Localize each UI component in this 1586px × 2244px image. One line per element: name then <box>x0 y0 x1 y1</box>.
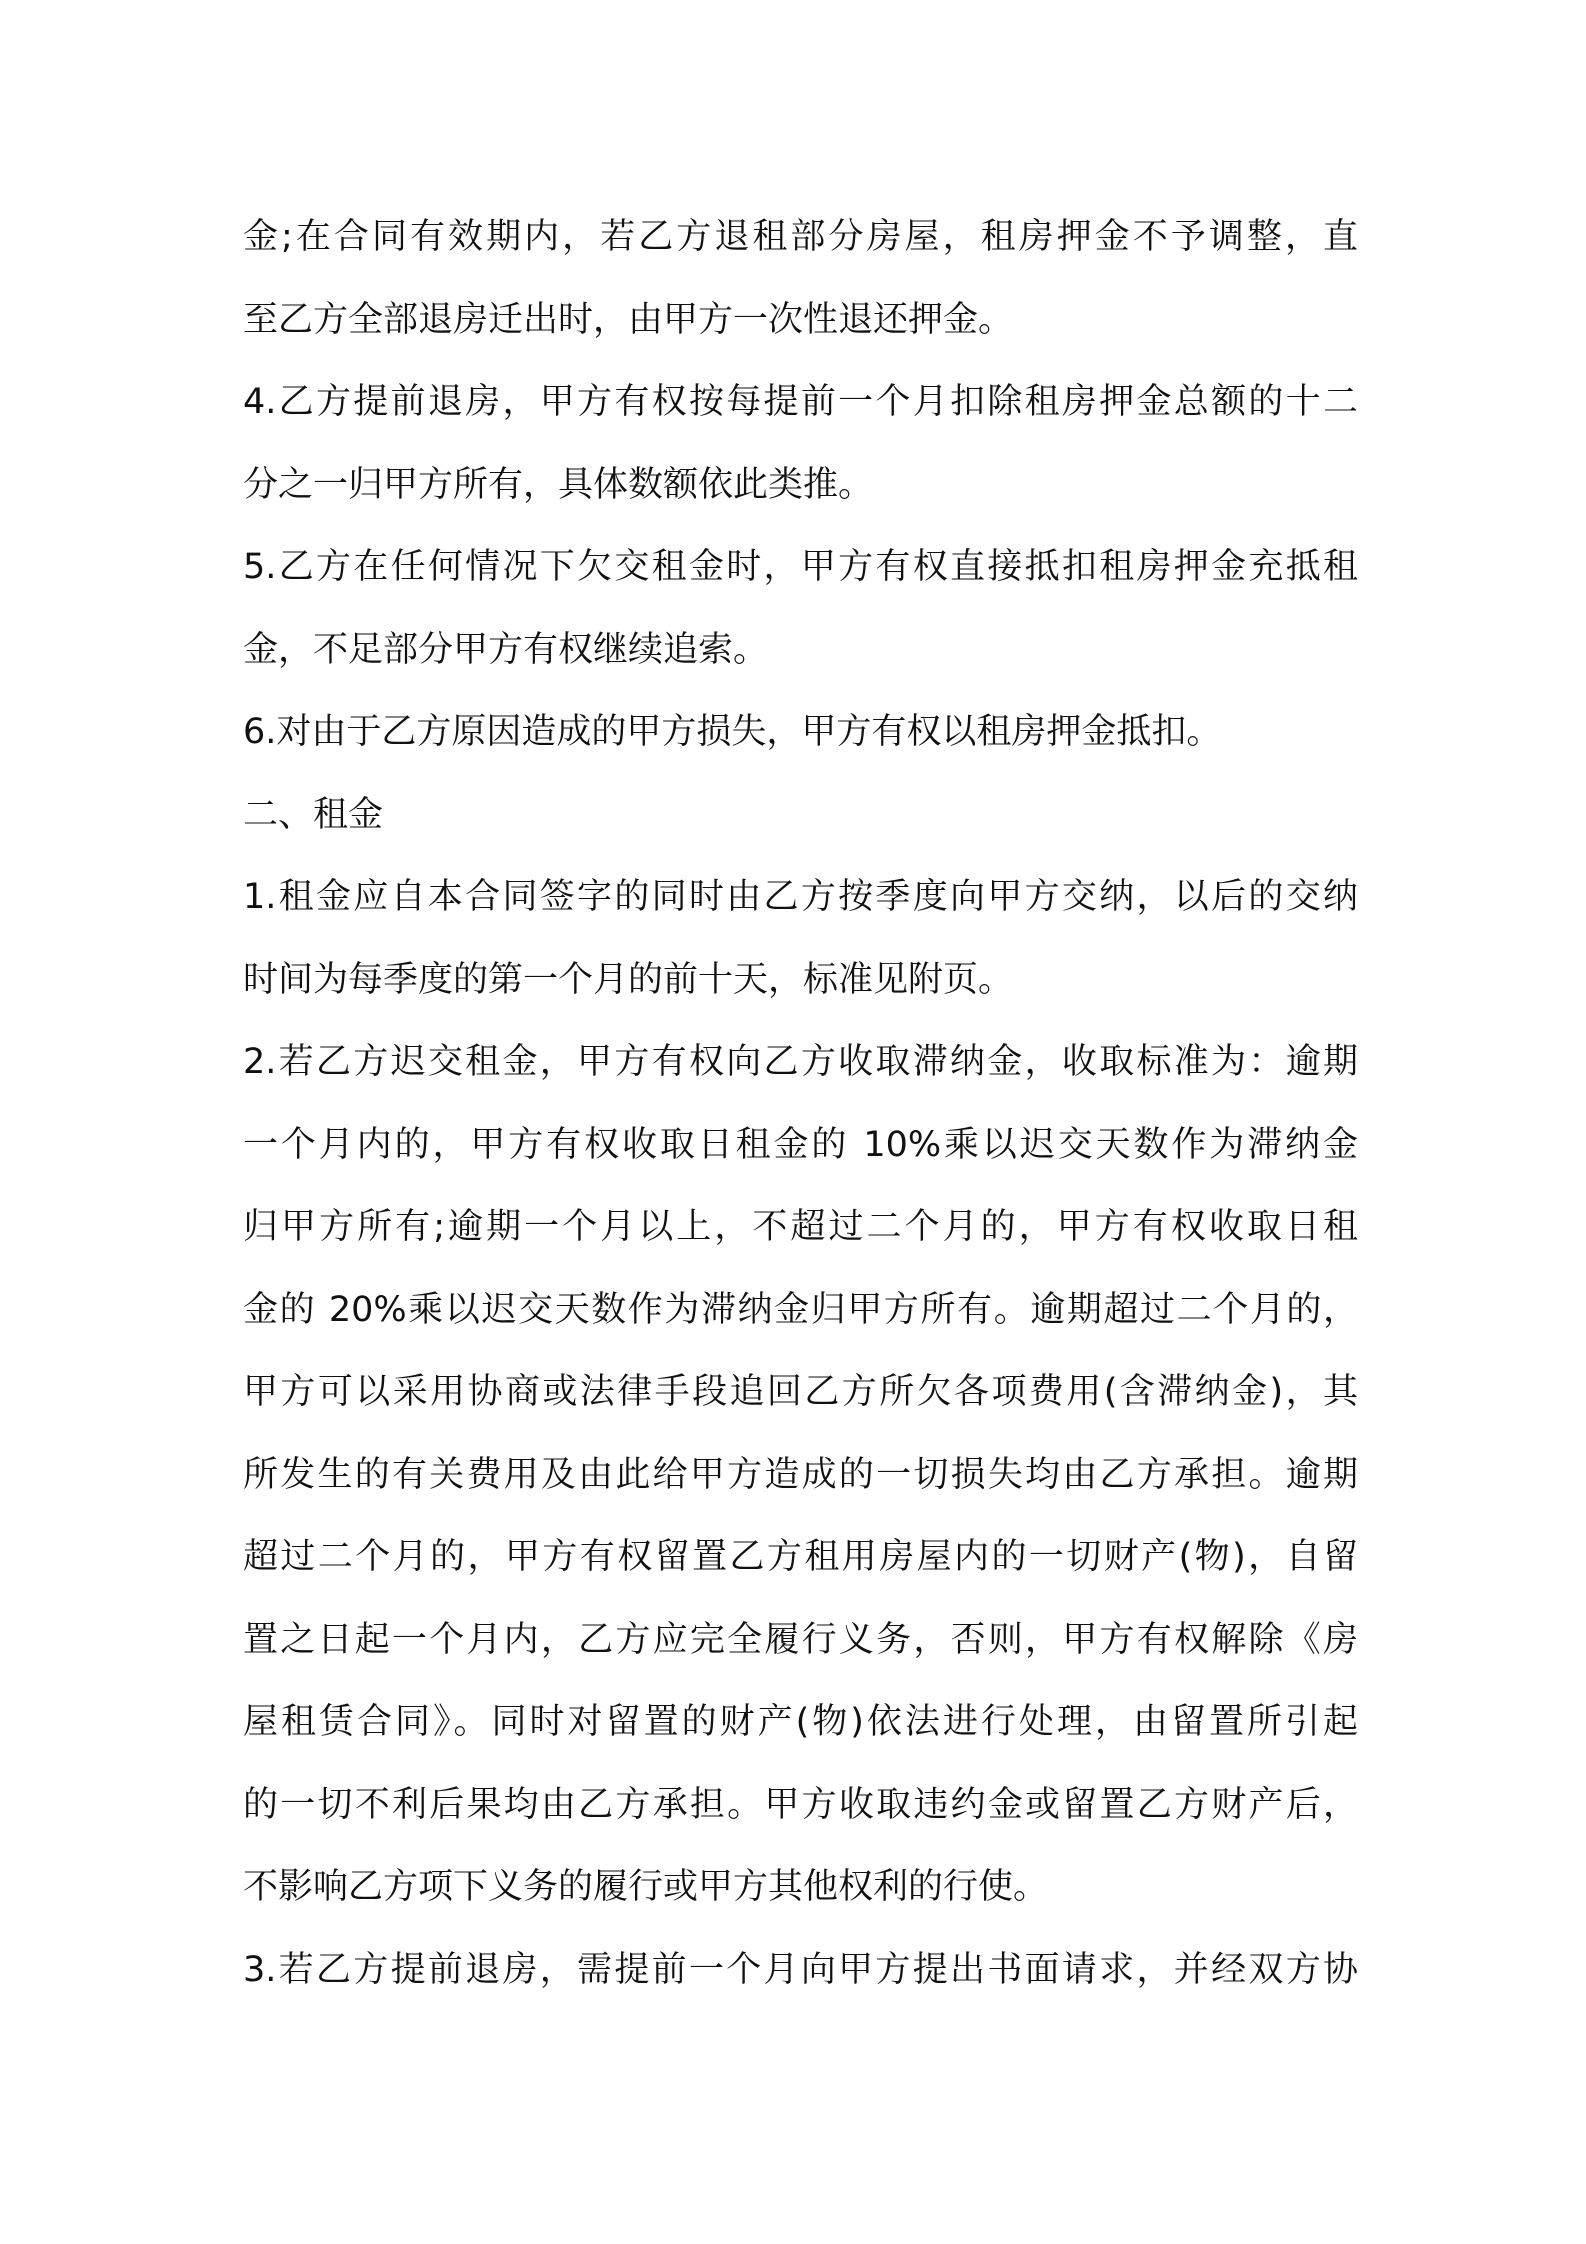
text-line: 屋租赁合同》。同时对留置的财产(物)依法进行处理，由留置所引起 <box>243 1702 1358 1742</box>
text-line: 6.对由于乙方原因造成的甲方损失，甲方有权以租房押金抵扣。 <box>243 712 1222 752</box>
text-line: 所发生的有关费用及由此给甲方造成的一切损失均由乙方承担。逾期 <box>243 1454 1358 1495</box>
text-line: 不影响乙方项下义务的履行或甲方其他权利的行使。 <box>243 1867 1049 1907</box>
text-line: 4.乙方提前退房，甲方有权按每提前一个月扣除租房押金总额的十二 <box>243 382 1358 422</box>
text-line: 金的 20%乘以迟交天数作为滞纳金归甲方所有。逾期超过二个月的， <box>243 1289 1358 1330</box>
text-line: 3.若乙方提前退房，需提前一个月向甲方提出书面请求，并经双方协 <box>243 1949 1358 1990</box>
text-line: 至乙方全部退房迁出时，由甲方一次性退还押金。 <box>243 299 1014 340</box>
text-line: 超过二个月的，甲方有权留置乙方租用房屋内的一切财产(物)，自留 <box>243 1537 1358 1577</box>
text-line: 金，不足部分甲方有权继续追索。 <box>243 629 769 670</box>
text-line: 一个月内的，甲方有权收取日租金的 10%乘以迟交天数作为滞纳金 <box>243 1124 1358 1165</box>
text-line: 的一切不利后果均由乙方承担。甲方收取违约金或留置乙方财产后， <box>243 1784 1358 1825</box>
text-line: 1.租金应自本合同签字的同时由乙方按季度向甲方交纳，以后的交纳 <box>243 877 1358 917</box>
text-line: 金;在合同有效期内，若乙方退租部分房屋，租房押金不予调整，直 <box>243 217 1358 257</box>
document-body <box>243 196 1358 2011</box>
text-line: 甲方可以采用协商或法律手段追回乙方所欠各项费用(含滞纳金)，其 <box>243 1372 1358 1412</box>
section-heading: 二、租金 <box>243 794 384 835</box>
text-line: 分之一归甲方所有，具体数额依此类推。 <box>243 464 874 505</box>
text-line: 时间为每季度的第一个月的前十天，标准见附页。 <box>243 959 1014 1000</box>
text-line: 5.乙方在任何情况下欠交租金时，甲方有权直接抵扣租房押金充抵租 <box>243 547 1358 587</box>
text-line: 置之日起一个月内，乙方应完全履行义务，否则，甲方有权解除《房 <box>243 1619 1358 1660</box>
text-line: 2.若乙方迟交租金，甲方有权向乙方收取滞纳金，收取标准为：逾期 <box>243 1042 1358 1082</box>
text-line: 归甲方所有;逾期一个月以上，不超过二个月的，甲方有权收取日租 <box>243 1207 1358 1247</box>
